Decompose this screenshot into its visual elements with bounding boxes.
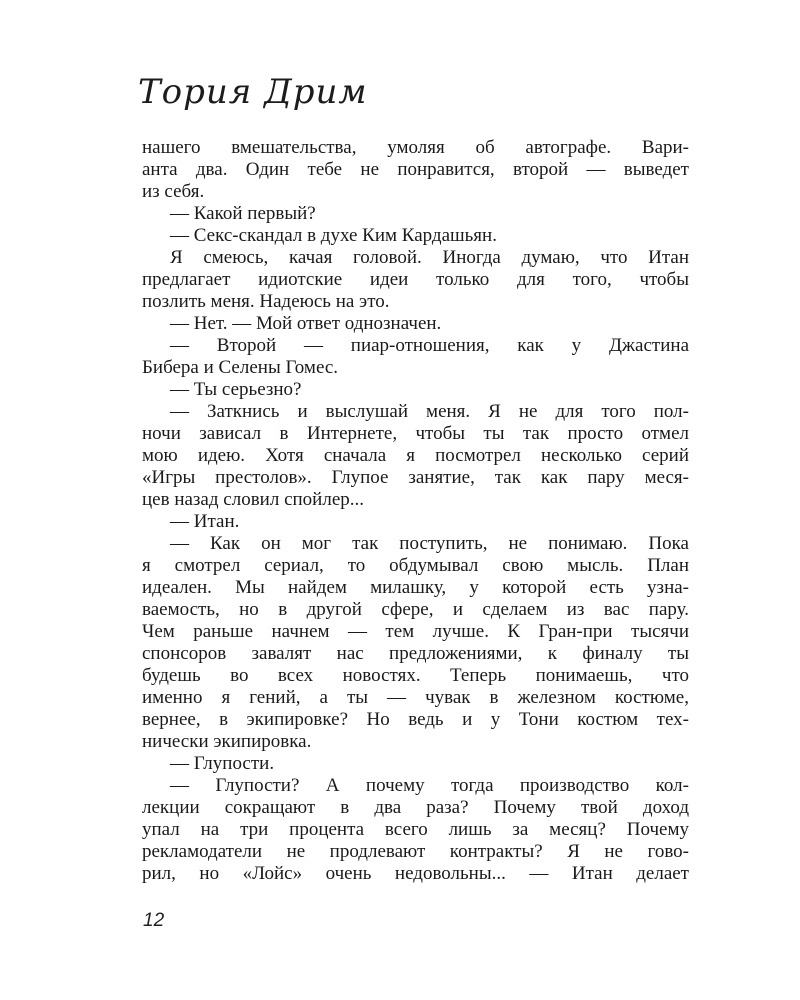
text-line: анта два. Один тебе не понравится, второй — выведет [142,159,689,180]
text-line: нашего вмешательства, умоляя об автографе. Вари- [142,137,689,158]
text-line: лекции сокращают в два раза? Почему твой доход [142,797,689,818]
text-line: — Второй — пиар-отношения, как у Джастина [170,335,689,356]
text-line: цев назад словил спойлер... [142,489,364,510]
running-header-author: Тория Дрим [138,72,368,112]
text-line: я смотрел сериал, то обдумывал свою мысль. План [142,555,689,576]
text-line: Я смеюсь, качая головой. Иногда думаю, что Итан [170,247,689,268]
text-line: — Ты серьезно? [170,379,302,400]
body-text [142,137,689,885]
text-line: нически экипировка. [142,731,312,752]
text-line: Чем раньше начнем — тем лучше. К Гран-при тысячи [142,621,689,642]
text-line: позлить меня. Надеюсь на это. [142,291,390,312]
text-line: из себя. [142,181,205,202]
text-line: — Итан. [170,511,240,532]
text-line: — Какой первый? [170,203,316,224]
text-line: ночи зависал в Интернете, чтобы ты так просто отмел [142,423,689,444]
text-line: вернее, в экипировке? Но ведь и у Тони костюм тех- [142,709,689,730]
text-line: — Секс-скандал в духе Ким Кардашьян. [170,225,497,246]
text-line: рекламодатели не продлевают контракты? Я не гово- [142,841,689,862]
text-line: будешь во всех новостях. Теперь понимаешь, что [142,665,689,686]
page-number: 12 [143,910,165,931]
text-line: упал на три процента всего лишь за месяц? Почему [142,819,689,840]
text-line: рил, но «Лойс» очень недовольны... — Итан делает [142,863,689,884]
text-line: идеален. Мы найдем милашку, у которой есть узна- [142,577,689,598]
text-line: предлагает идиотские идеи только для того, чтобы [142,269,689,290]
text-line: «Игры престолов». Глупое занятие, так как пару меся- [142,467,689,488]
text-line: — Глупости? А почему тогда производство кол- [170,775,689,796]
text-line: — Нет. — Мой ответ однозначен. [170,313,442,334]
text-line: — Заткнись и выслушай меня. Я не для того пол- [170,401,689,422]
text-line: — Глупости. [170,753,275,774]
text-line: ваемость, но в другой сфере, и сделаем из вас пару. [142,599,689,620]
text-line: мою идею. Хотя сначала я посмотрел несколько серий [142,445,689,466]
text-line: Бибера и Селены Гомес. [142,357,339,378]
text-line: — Как он мог так поступить, не понимаю. Пока [170,533,689,554]
text-line: именно я гений, а ты — чувак в железном костюме, [142,687,689,708]
text-line: спонсоров завалят нас предложениями, к финалу ты [142,643,689,664]
